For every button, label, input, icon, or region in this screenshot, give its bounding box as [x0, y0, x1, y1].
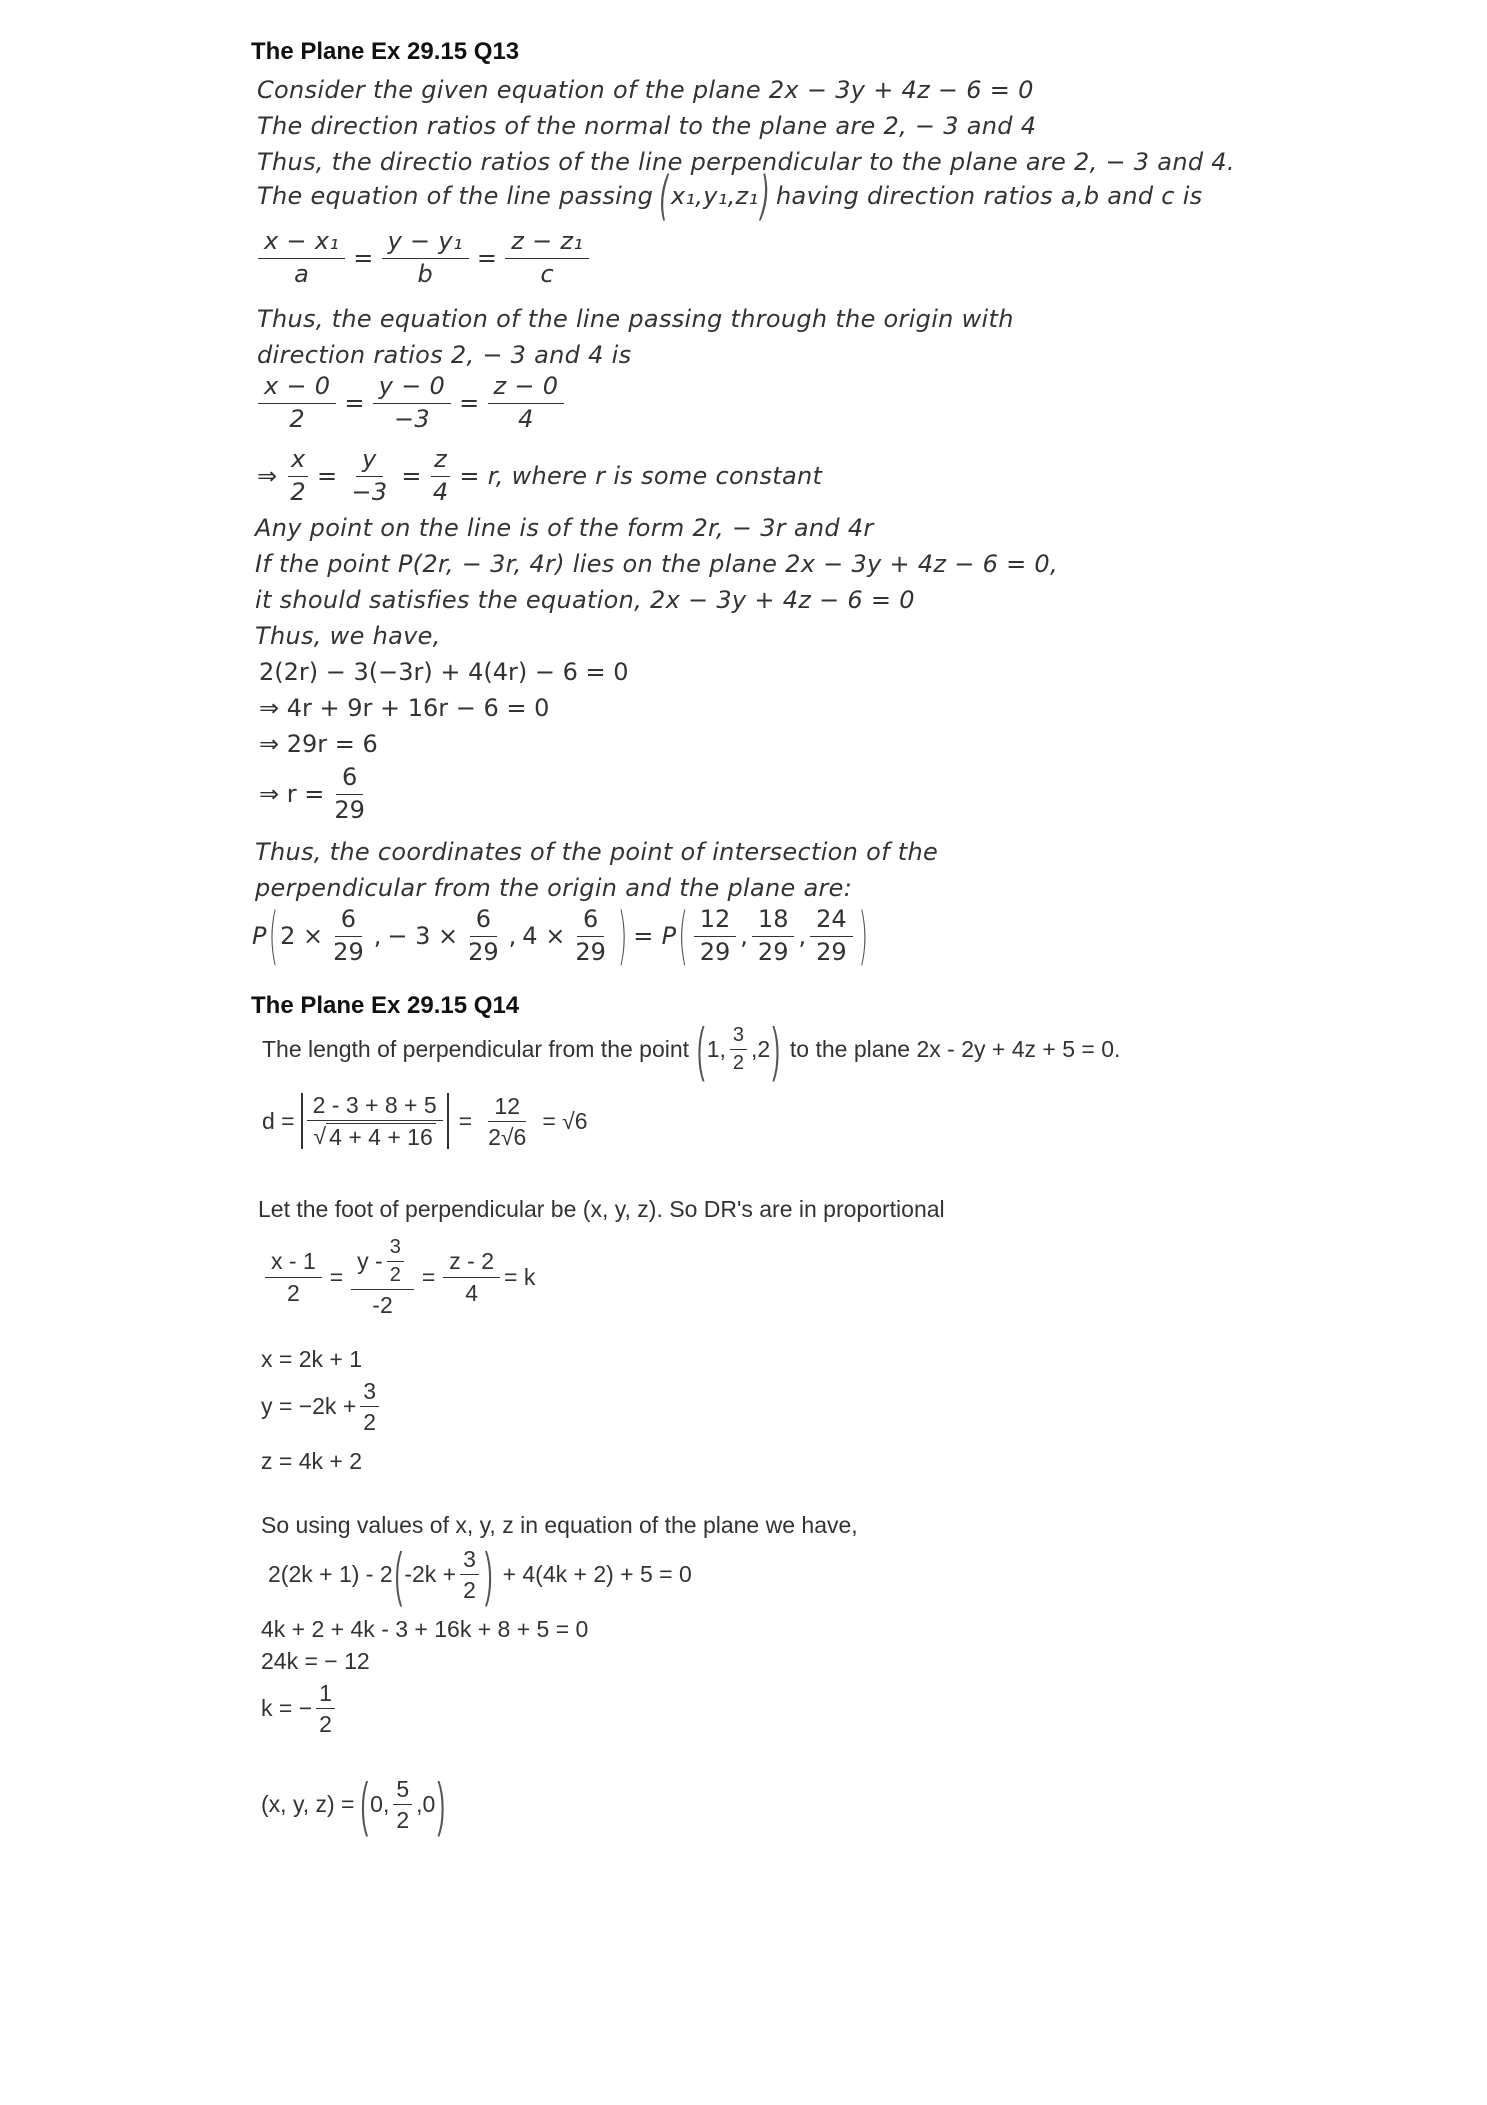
- denominator: 29: [699, 937, 731, 966]
- denominator: 29: [575, 937, 606, 966]
- intersection-point: P ( 2 × $\frac{6}{29}$ , − 3 × $\frac{6}{29}$ , 4 × $\frac{6}{29}$ ) = P ( $\frac{12}{29}$ , $\frac{18}{29}$ , $\frac{24}{29}$ ): [252, 899, 869, 973]
- text-segment: -2k +: [404, 1561, 457, 1588]
- denominator: a: [294, 259, 310, 288]
- text-segment: The length of perpendicular from the point: [262, 1036, 690, 1062]
- text-line: Any point on the line is of the form 2r, − 3r and 4r: [255, 514, 874, 542]
- denominator: 2: [289, 404, 305, 433]
- numerator: 24: [810, 906, 853, 937]
- equation-step: x = 2k + 1: [261, 1346, 363, 1372]
- numerator: 12: [694, 906, 737, 937]
- text-line: perpendicular from the origin and the plane are:: [255, 874, 853, 902]
- numerator: 6: [336, 764, 363, 795]
- distance-formula: d = 2 - 3 + 8 + 5 √ 4 + 4 + 16 = $\frac{12}{2√6}$ = √6: [262, 1092, 588, 1151]
- denominator: 2: [732, 1052, 745, 1074]
- heading-q13: The Plane Ex 29.15 Q13: [251, 38, 520, 65]
- numerator: 2 - 3 + 8 + 5: [307, 1092, 443, 1121]
- numerator: z - 2: [443, 1248, 500, 1277]
- text-segment: 0,: [370, 1791, 390, 1818]
- equation-step: 24k = − 12: [261, 1648, 370, 1674]
- text-line: Thus, we have,: [255, 622, 441, 650]
- numerator: 3: [730, 1024, 747, 1050]
- equation-step: 4k + 2 + 4k - 3 + 16k + 8 + 5 = 0: [261, 1616, 589, 1642]
- numerator: y − y₁: [382, 228, 469, 259]
- numerator: 12: [488, 1093, 526, 1122]
- substitution-equation: 2(2k + 1) - 2 ( -2k + $\frac{3}{2}$ ) + 4(4k + 2) + 5 = 0: [268, 1539, 692, 1608]
- denominator: 29: [816, 937, 847, 966]
- text-segment: − 3 ×: [387, 922, 459, 951]
- text-segment: k = −: [261, 1695, 313, 1722]
- denominator: b: [417, 259, 433, 288]
- numerator: 3: [360, 1378, 379, 1407]
- text-segment: having direction ratios a,b and c is: [776, 182, 1203, 210]
- point-label: x₁,y₁,z₁: [670, 182, 759, 210]
- denominator: 2√6: [488, 1123, 527, 1150]
- denominator: 2: [463, 1577, 476, 1604]
- line-equation-general: $\frac{\text{x − x₁}}{a}$ = $\frac{\text{y − y₁}}{b}$ = $\frac{\text{z − z₁}}{c}$: [254, 228, 593, 288]
- text-segment: = r, where r is some constant: [459, 462, 823, 491]
- numerator: x - 1: [265, 1248, 322, 1277]
- implies-arrow: ⇒: [257, 462, 278, 491]
- numerator: x − 0: [258, 373, 336, 404]
- denominator: 4: [465, 1279, 479, 1306]
- text-segment: y = −2k +: [261, 1393, 357, 1420]
- text-segment: 1,: [706, 1036, 726, 1062]
- denominator: 2: [319, 1711, 332, 1738]
- text-segment: to the plane 2x - 2y + 4z + 5 = 0.: [789, 1036, 1121, 1062]
- denominator: 29: [468, 937, 499, 966]
- denominator: 29: [333, 937, 364, 966]
- line-equation-parametric: ⇒ $\frac{x}{2}$ = $\frac{y}{-3}$ = $\frac{z}{4}$ = r, where r is some constant: [257, 445, 823, 506]
- heading-q14: The Plane Ex 29.15 Q14: [251, 992, 520, 1019]
- text-line: So using values of x, y, z in equation of the plane we have,: [261, 1512, 858, 1538]
- comma: ,: [508, 922, 517, 951]
- text-segment: = P: [633, 922, 677, 951]
- numerator: 6: [470, 906, 497, 937]
- denominator: 4: [518, 404, 534, 433]
- text-segment: 2 ×: [280, 922, 324, 951]
- text-line: direction ratios 2, − 3 and 4 is: [257, 341, 632, 369]
- numerator: 6: [335, 906, 362, 937]
- text-line: Thus, the equation of the line passing through the origin with: [257, 305, 1014, 333]
- equation-step: 2(2r) − 3(−3r) + 4(4r) − 6 = 0: [259, 658, 629, 686]
- equation-step: ⇒ 29r = 6: [259, 730, 378, 758]
- numerator: y − 0: [373, 373, 451, 404]
- text-segment: = √6: [542, 1107, 588, 1134]
- point-label: P: [252, 922, 267, 951]
- numerator: 5: [393, 1776, 412, 1805]
- numerator: y: [356, 446, 383, 477]
- numerator: 6: [577, 906, 604, 937]
- text-line: The direction ratios of the normal to the plane are 2, − 3 and 4: [257, 112, 1037, 140]
- final-answer: (x, y, z) = ( 0, $\frac{5}{2}$ ,0 ): [261, 1769, 446, 1838]
- text-segment: The equation of the line passing: [257, 182, 654, 210]
- text-segment: ⇒ r =: [259, 780, 325, 809]
- text-segment: + 4(4k + 2) + 5 = 0: [502, 1561, 692, 1588]
- denominator: −3: [351, 477, 388, 506]
- equation-step: [259, 764, 375, 824]
- text-line: Consider the given equation of the plane 2x − 3y + 4z − 6 = 0: [257, 76, 1034, 104]
- text-segment: 2(2k + 1) - 2: [268, 1561, 393, 1588]
- numerator: 3: [460, 1546, 479, 1575]
- text-segment: ,0: [416, 1791, 436, 1818]
- text-line: The length of perpendicular from the point ( 1, $\frac{3}{2}$ ,2 ) to the plane 2x - 2y + 4z + 5 = 0.: [262, 1014, 1121, 1082]
- denominator: 2: [363, 1409, 377, 1436]
- text-segment: 4 ×: [522, 922, 566, 951]
- denominator: 2: [286, 1279, 300, 1306]
- line-equation-origin: $\frac{x - 0}{2}$ = $\frac{y - 0}{-3}$ = $\frac{z - 0}{4}$: [254, 373, 568, 433]
- denominator: 29: [757, 937, 789, 966]
- text-line: it should satisfies the equation, 2x − 3y + 4z − 6 = 0: [255, 586, 915, 614]
- denominator: 4: [432, 477, 449, 506]
- text-line: If the point P(2r, − 3r, 4r) lies on the plane 2x − 3y + 4z − 6 = 0,: [255, 550, 1058, 578]
- text-segment: ,2: [751, 1036, 771, 1062]
- numerator: 1: [316, 1680, 335, 1709]
- proportion-equation: $\frac{x - 1}{2}$ = y - $\frac{3}{2}$ -2 = $\frac{z - 2}{4}$ = k: [261, 1236, 535, 1318]
- text-segment: = k: [504, 1263, 536, 1290]
- numerator: z − z₁: [505, 228, 589, 259]
- comma: ,: [740, 922, 748, 951]
- comma: ,: [798, 922, 807, 951]
- numerator: x: [288, 446, 309, 477]
- numerator: z − 0: [488, 373, 565, 404]
- denominator: -2: [372, 1292, 393, 1318]
- denominator: 2: [290, 477, 306, 506]
- denominator: −3: [393, 404, 430, 433]
- text-line: Let the foot of perpendicular be (x, y, z). So DR's are in proportional: [258, 1196, 945, 1222]
- comma: ,: [373, 922, 382, 951]
- numerator: 18: [752, 906, 795, 937]
- equation-step: z = 4k + 2: [261, 1448, 363, 1474]
- text-segment: =: [458, 1107, 473, 1134]
- equation-step: [261, 1680, 339, 1738]
- text-line: Thus, the coordinates of the point of intersection of the: [255, 838, 939, 866]
- text-segment: y -: [357, 1248, 383, 1275]
- text-segment: d =: [262, 1107, 295, 1134]
- numerator: x − x₁: [258, 228, 345, 259]
- numerator: z: [431, 446, 450, 477]
- equation-step: [261, 1378, 383, 1436]
- text-line: Thus, the directio ratios of the line perpendicular to the plane are 2, − 3 and 4.: [257, 148, 1235, 176]
- denominator: c: [540, 259, 554, 288]
- text-line: The equation of the line passing ( x₁,y₁,z₁ ) having direction ratios a,b and c is: [257, 165, 1203, 227]
- text-segment: (x, y, z) =: [261, 1791, 355, 1818]
- denominator: 4 + 4 + 16: [326, 1123, 436, 1150]
- denominator: 2: [389, 1264, 401, 1286]
- denominator: 29: [334, 795, 365, 824]
- equation-step: ⇒ 4r + 9r + 16r − 6 = 0: [259, 694, 550, 722]
- denominator: 2: [396, 1807, 410, 1834]
- numerator: 3: [387, 1236, 404, 1262]
